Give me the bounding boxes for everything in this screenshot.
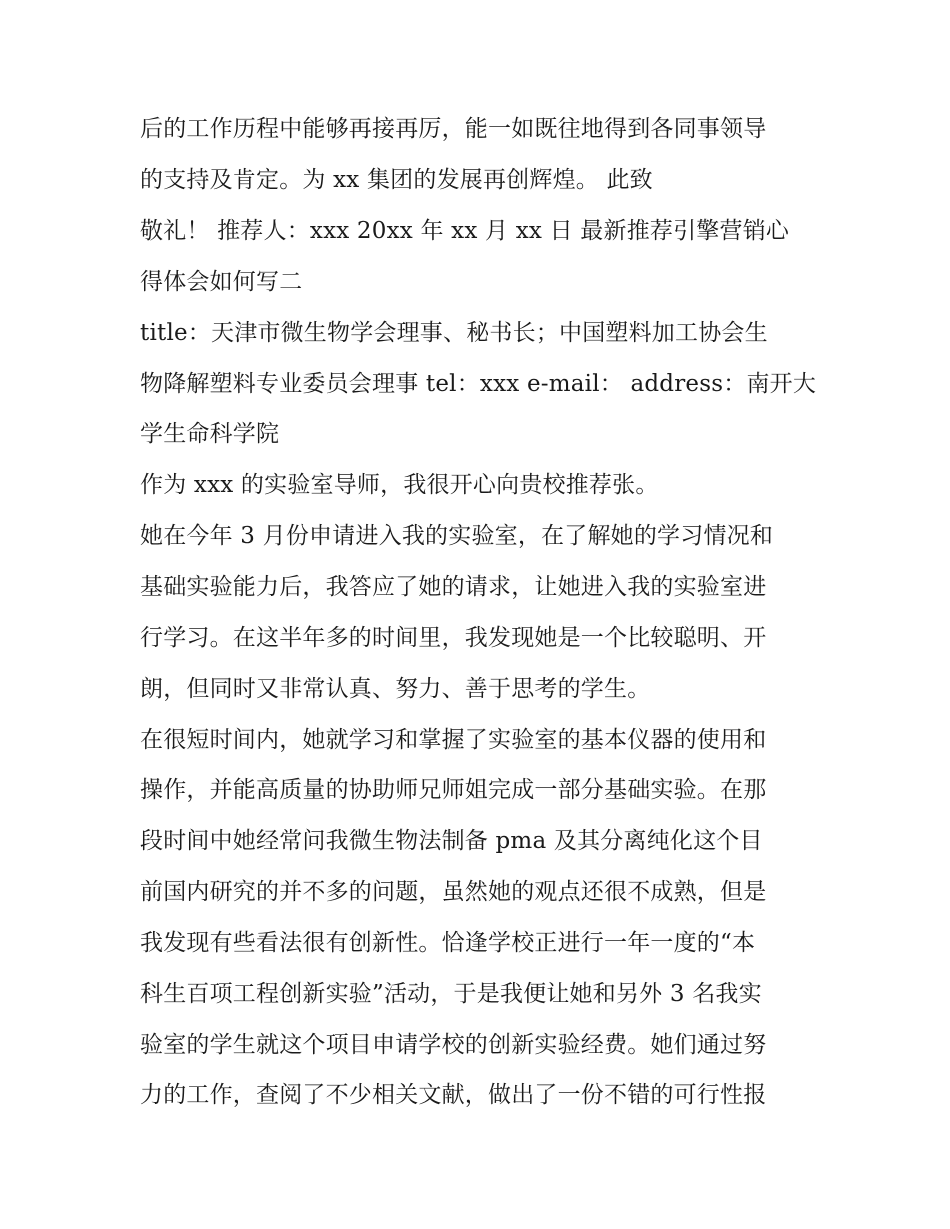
text-line: 在很短时间内，她就学习和掌握了实验室的基本仪器的使用和	[140, 727, 767, 753]
text-line: 操作，并能高质量的协助师兄师姐完成一部分基础实验。在那	[140, 777, 767, 803]
text-line: 的支持及肯定。为 xx 集团的发展再创辉煌。 此致	[140, 167, 653, 193]
text-line: 前国内研究的并不多的问题，虽然她的观点还很不成熟，但是	[140, 879, 767, 905]
text-line: 验室的学生就这个项目申请学校的创新实验经费。她们通过努	[140, 1032, 767, 1058]
text-line: 段时间中她经常问我微生物法制备 pma 及其分离纯化这个目	[140, 828, 763, 854]
text-line: 科生百项工程创新实验”活动，于是我便让她和另外 3 名我实	[140, 981, 762, 1007]
text-line: 行学习。在这半年多的时间里，我发现她是一个比较聪明、开	[140, 625, 767, 651]
text-line: 作为 xxx 的实验室导师，我很开心向贵校推荐张。	[140, 472, 659, 498]
text-line: 物降解塑料专业委员会理事 tel：xxx e-mail： address：南开大	[140, 371, 817, 397]
text-line: 我发现有些看法很有创新性。恰逢学校正进行一年一度的“本	[140, 930, 756, 956]
text-line: 朗，但同时又非常认真、努力、善于思考的学生。	[140, 676, 651, 702]
text-line: title：天津市微生物学会理事、秘书长；中国塑料加工协会生	[140, 320, 768, 346]
text-line: 学生命科学院	[140, 421, 280, 447]
text-line: 后的工作历程中能够再接再厉，能一如既往地得到各同事领导	[140, 116, 767, 142]
text-line: 力的工作，查阅了不少相关文献，做出了一份不错的可行性报	[140, 1082, 767, 1108]
text-line: 基础实验能力后，我答应了她的请求，让她进入我的实验室进	[140, 574, 767, 600]
text-line: 敬礼！ 推荐人：xxx 20xx 年 xx 月 xx 日 最新推荐引擎营销心	[140, 218, 790, 244]
text-line: 她在今年 3 月份申请进入我的实验室，在了解她的学习情况和	[140, 523, 774, 549]
text-line: 得体会如何写二	[140, 269, 303, 295]
